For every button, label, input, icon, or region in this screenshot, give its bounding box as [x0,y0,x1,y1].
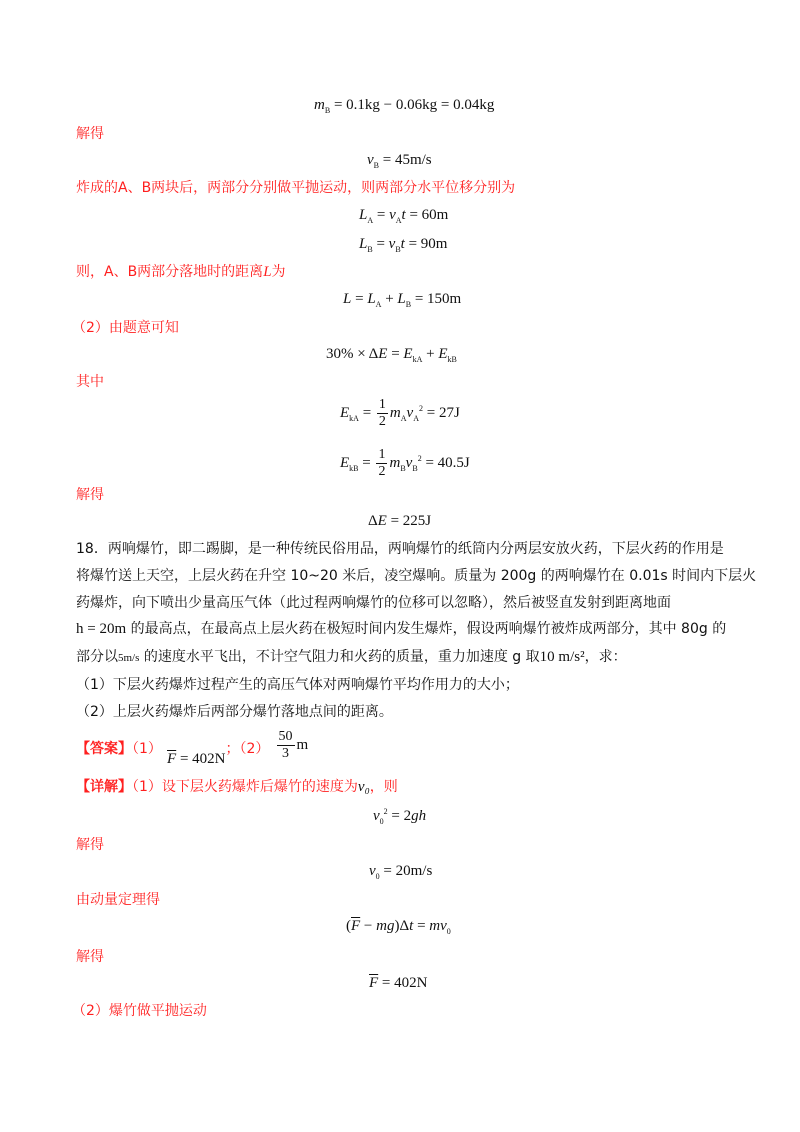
q18-line5 [76,650,627,665]
answer-sep: ；（2） [225,740,270,757]
text-after-explosion: 炸成的A、B两块后，两部分分别做平抛运动，则两部分水平位移分别为 [76,180,516,196]
label-jiede-4: 解得 [76,949,104,965]
equation-lb: $L_B = v_Bt = 90m$ [359,236,448,254]
label-momentum: 由动量定理得 [76,892,160,908]
equation-l-total: $L = L_A + L_B = 150m$ [343,291,462,309]
q18-line3: 药爆炸，向下喷出少量高压气体（此过程两响爆竹的位移可以忽略），然后被竖直发射到距离地面 [76,595,671,611]
text-distance-var: L [263,264,272,280]
q18-line5-a: 部分以 [76,649,118,665]
label-part2-flat: （2）爆竹做平抛运动 [72,1003,207,1019]
q18-speed: 5m/s [118,652,140,664]
label-jiede-1: 解得 [76,126,104,142]
q18-line4-text: 的最高点，在最高点上层火药在极短时间内发生爆炸，假设两响爆竹被炸成两部分，其中 80g 的 [126,621,727,637]
answer-distance [275,729,309,761]
detail-suffix: ，则 [369,779,398,795]
detail-tag: 【详解】 [76,779,132,795]
answer-line [76,729,309,767]
detail-var: v₀ [357,779,370,795]
equation-vb: $v_B = 45m/s$ [367,152,432,170]
label-jiede-2: 解得 [76,487,104,503]
equation-la: $L_A = v_At = 60m$ [359,207,449,225]
label-zhizhong: 其中 [76,374,104,390]
equation-v0: $v_0 = 20m/s$ [369,863,433,881]
equation-energy: $30\% \times \Delta E = E_{kA} + E_{kB}$ [326,346,457,364]
answer-tag: 【答案】 [76,740,132,757]
equation-eka: $E_{kA}$ = $\frac{1}{2}$ $m_Av_A^2 = 27J$ [340,397,460,429]
text-distance-body: 则，A、B两部分落地时的距离 [76,264,264,280]
q18-line4 [76,622,726,637]
equation-v0-squared: $v_0^2 = 2gh$ [373,807,427,826]
q18-line5-e: ，求： [584,649,627,665]
q18-gravity: 10 m/s² [539,649,585,665]
q18-sub1: （1）下层火药爆炸过程产生的高压气体对两响爆竹平均作用力的大小； [76,677,519,693]
q18-line1: 18．两响爆竹，即二踢脚，是一种传统民俗用品，两响爆竹的纸筒内分两层安放火药，下层火药的作用是 [76,541,724,557]
equation-f: $\overline{F} = 402N$ [369,975,428,991]
detail-text: （1）设下层火药爆炸后爆竹的速度为 [132,779,358,795]
detail-line [76,778,398,795]
q18-line5-c: 的速度水平飞出，不计空气阻力和火药的质量，重力加速度 g 取 [139,649,540,665]
answer-force: $\overline{F} = 402N$ [167,750,226,767]
text-distance [76,265,286,280]
equation-momentum: $(\overline{F} - mg)\Delta t = mv_0$ [346,918,451,936]
equation-delta-e: ΔE = 225J [368,513,432,529]
q18-line2: 将爆竹送上天空，上层火药在升空 10~20 米后，凌空爆响。质量为 200g 的两响爆竹在 0.01s 时间内下层火 [76,568,757,584]
equation-mass-b: $m_B = 0.1kg - 0.06kg = 0.04kg$ [314,97,495,115]
text-part2-header: （2）由题意可知 [72,320,179,336]
answer-num: 50 [278,729,293,744]
q18-sub2: （2）上层火药爆炸后两部分爆竹落地点间的距离。 [76,704,393,720]
q18-h-value: h = 20m [76,621,127,637]
answer-den: 3 [282,746,289,761]
equation-ekb: $E_{kB}$ = $\frac{1}{2}$ $m_Bv_B^2 = 40.5J$ [340,447,470,479]
text-distance-suffix: 为 [271,264,286,280]
answer-unit: m [296,736,309,753]
label-jiede-3: 解得 [76,837,104,853]
answer-part1: （1） [132,740,162,757]
